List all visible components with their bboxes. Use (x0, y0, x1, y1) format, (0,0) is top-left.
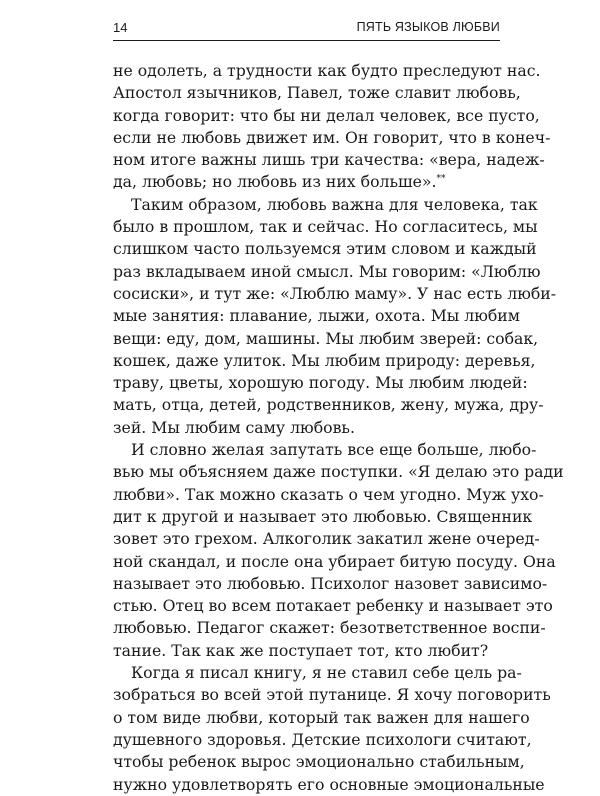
page-header (113, 18, 500, 41)
page-number: 14 (113, 20, 128, 35)
paragraph (113, 60, 551, 194)
text-line: Апостол язычников, Павел, тоже славит любовь, (113, 83, 521, 103)
text-line: ной скандал, и после она убирает битую посуду. Она (113, 551, 556, 571)
paragraph (113, 662, 551, 796)
text-line: слишком часто пользуемся этим словом и каждый (113, 239, 537, 259)
text-line: если не любовь движет им. Он говорит, что в конеч- (113, 127, 551, 147)
text-line: кошек, даже улиток. Мы любим природу: деревья, (113, 350, 536, 370)
text-line: вещи: еду, дом, машины. Мы любим зверей: собак, (113, 328, 539, 348)
running-title: ПЯТЬ ЯЗЫКОВ ЛЮБВИ (356, 20, 500, 34)
text-line: когда говорит: что бы ни делал человек, все пусто, (113, 105, 540, 125)
text-line: ном итоге важны лишь три качества: «вера, надеж- (113, 150, 545, 170)
text-line: Когда я писал книгу, я не ставил себе цель ра- (131, 663, 522, 683)
footnote-marker: ** (436, 174, 446, 185)
text-line: тание. Так как же поступает тот, кто любит? (113, 640, 489, 660)
text-line: раз вкладываем иной смысл. Мы говорим: «Люблю (113, 261, 541, 281)
text-line: И словно желая запутать все еще больше, любо- (131, 440, 537, 460)
text-line: мые занятия: плавание, лыжи, охота. Мы любим (113, 306, 520, 326)
text-line: не одолеть, а трудности как будто преследуют нас. (113, 61, 541, 80)
text-line: было в прошлом, так и сейчас. Но согласитесь, мы (113, 217, 538, 237)
text-line: вью мы объясняем даже поступки. «Я делаю это ради (113, 462, 564, 482)
text-line: любовью. Педагог скажет: безответственное воспи- (113, 618, 546, 638)
text-line: называет это любовью. Психолог назовет зависимо- (113, 573, 548, 593)
body-text (113, 60, 564, 796)
text-line: нужно удовлетворять его основные эмоциональные (113, 774, 545, 794)
text-line: траву, цветы, хорошую погоду. Мы любим людей: (113, 373, 528, 393)
paragraph (113, 439, 564, 662)
paragraph (113, 194, 557, 439)
text-line: дит к другой и называет это любовью. Священник (113, 506, 533, 526)
text-line: да, любовь; но любовь из них больше».** (113, 172, 446, 192)
text-line: Таким образом, любовь важна для человека, так (131, 194, 538, 214)
text-line: мать, отца, детей, родственников, жену, мужа, дру- (113, 395, 544, 415)
text-line: сосиски», и тут же: «Люблю маму». У нас есть люби- (113, 283, 557, 303)
text-line: душевного здоровья. Детские психологи считают, (113, 729, 532, 749)
text-line: чтобы ребенок вырос эмоционально стабильным, (113, 752, 525, 772)
text-line: о том виде любви, который так важен для нашего (113, 707, 530, 727)
text-line: любви». Так можно сказать о чем угодно. Муж ухо- (113, 484, 544, 504)
text-line: зей. Мы любим саму любовь. (113, 417, 355, 437)
text-line: зобраться во всей этой путанице. Я хочу поговорить (113, 685, 551, 705)
text-line: зовет это грехом. Алкоголик закатил жене очеред- (113, 529, 540, 549)
text-line: стью. Отец во всем потакает ребенку и называет это (113, 596, 553, 616)
